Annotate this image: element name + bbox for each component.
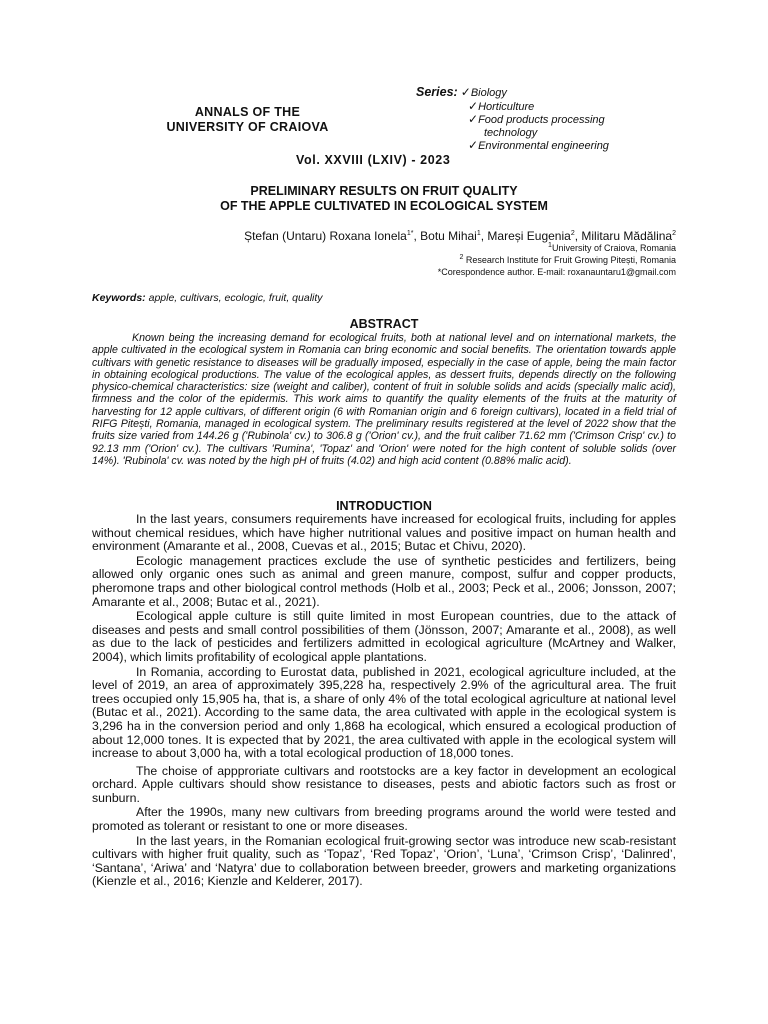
series-item: Environmental engineering bbox=[478, 140, 609, 153]
affiliation-mark: 2 bbox=[459, 254, 464, 261]
series-row-food bbox=[416, 113, 716, 127]
author-name: Militaru Mădălina bbox=[581, 229, 673, 243]
author-name: Ștefan (Untaru) Roxana Ionela bbox=[244, 229, 407, 243]
series-row-food-continued bbox=[416, 127, 716, 140]
author-affiliation-mark: 2 bbox=[672, 230, 676, 237]
intro-paragraph: In the last years, in the Romanian ecological fruit-growing sector was introduce new scab-resistant cultivars with higher fruit quality, such as ‘Topaz’, ‘Red Topaz’, ‘Orion’, ‘Luna’, ‘Crimson Crisp’, ‘Dalinred’, ‘Santana’, ‘Ariwa’ and ‘Natyra’ due to collaboration between breeder, growers and marketing organizations (Kienzle et al., 2016; Kienzle and Kelderer, 2017). bbox=[92, 833, 676, 889]
series-label: Series: bbox=[416, 85, 458, 99]
affiliation-text: Research Institute for Fruit Growing Pitești, Romania bbox=[463, 255, 676, 265]
paper-title-line2: OF THE APPLE CULTIVATED IN ECOLOGICAL SYSTEM bbox=[220, 199, 548, 213]
series-row-environment bbox=[416, 139, 716, 153]
series-item: Horticulture bbox=[478, 100, 535, 113]
author-separator: , bbox=[480, 229, 488, 243]
intro-paragraph: In Romania, according to Eurostat data, published in 2021, ecological agriculture included, at the level of 2019, an area of approximately 395,228 ha, respectively 2.9% of the agricultural area. The fruit trees occupied only 15,905 ha, that is, a share of only 4% of the total ecological agriculture at national level (Butac et al., 2021). According to the same data, the area cultivated with apple in the ecological system is 3,296 ha in the conversion period and only 1,868 ha ecological, which ensured a ecological production of about 12,000 tones. It is expected that by 2021, the area cultivated with apple in the ecological system will increase to about 3,000 ha, with a total ecological production of 18,000 tones. bbox=[92, 664, 676, 761]
series-row-horticulture bbox=[416, 100, 716, 114]
author-separator: , bbox=[413, 229, 421, 243]
introduction-heading: INTRODUCTION bbox=[336, 499, 432, 513]
intro-paragraph: The choise of appproriate cultivars and rootstocks are a key factor in development an ecological orchard. Apple cultivars should show resistance to diseases, pests and abiotic factors such as frost or sunburn. bbox=[92, 763, 676, 805]
checkmark-icon: ✓ bbox=[468, 98, 479, 113]
series-item: technology bbox=[484, 126, 538, 139]
author-name: Botu Mihai bbox=[420, 229, 477, 243]
corresponding-author bbox=[438, 267, 676, 278]
affiliation-2 bbox=[460, 255, 677, 266]
series-item: Food products processing bbox=[478, 114, 605, 127]
checkmark-icon: ✓ bbox=[468, 112, 479, 127]
volume-label: Vol. XXVIII (LXIV) - 2023 bbox=[296, 153, 451, 167]
affiliation-1 bbox=[548, 243, 676, 254]
keywords-text: apple, cultivars, ecologic, fruit, quality bbox=[145, 292, 323, 304]
author-separator: , bbox=[574, 229, 582, 243]
author-name: Mareși Eugenia bbox=[487, 229, 571, 243]
abstract-heading: ABSTRACT bbox=[349, 317, 419, 331]
intro-paragraph: In the last years, consumers requirements have increased for ecological fruits, including for apples without chemical residues, which have higher nutritional values and positive impact on human health and environment (Amarante et al., 2008, Cuevas et al., 2015; Butac et Chivu, 2020). bbox=[92, 512, 676, 554]
intro-paragraph: Ecologic management practices exclude the use of synthetic pesticides and fertilizers, being allowed only organic ones such as animal and green manure, compost, sulfur and copper products, pheromone traps and other biological control methods (Holb et al., 2003; Peck et al., 2006; Jonsson, 2007; Amarante et al., 2008; Butac et al., 2021). bbox=[92, 553, 676, 609]
journal-name-line1: ANNALS OF THE bbox=[194, 105, 301, 119]
introduction-body bbox=[92, 513, 676, 890]
intro-paragraph: Ecological apple culture is still quite limited in most European countries, due to the attack of diseases and pests and small control possibilities of them (Jönsson, 2007; Amarante et al., 2008), as well as due to the lack of pesticides and fertilizers admitted in ecological agriculture (McArtney and Walker, 2004), which limits profitability of ecological apple plantations. bbox=[92, 609, 676, 664]
checkmark-icon: ✓ bbox=[460, 85, 471, 99]
journal-name bbox=[150, 105, 345, 135]
series-item: Biology bbox=[470, 87, 507, 99]
affiliation-text: *Corespondence author. E-mail: roxanauntaru1@gmail.com bbox=[437, 267, 676, 277]
series-list bbox=[416, 86, 716, 153]
paper-title-line1: PRELIMINARY RESULTS ON FRUIT QUALITY bbox=[250, 184, 518, 198]
checkmark-icon: ✓ bbox=[468, 138, 479, 153]
keywords-label: Keywords: bbox=[92, 292, 146, 304]
affiliation-mark: 1 bbox=[548, 242, 552, 249]
keywords bbox=[92, 292, 323, 304]
author-list bbox=[244, 229, 676, 243]
journal-name-line2: UNIVERSITY OF CRAIOVA bbox=[166, 120, 329, 134]
abstract-text: Known being the increasing demand for ecological fruits, both at national level and on international markets, the apple cultivated in the ecological system in Romania can bring economic and social benefits. The orientation towards apple cultivars with genetic resistance to diseases will be gradually imposed, especially in the case of apple, being the main factor in obtaining ecological productions. The value of the ecological apples, as dessert fruits, depends directly on the following physico-chemical characteristics: size (weight and caliber), content of fruit in soluble solids and acids (specially malic acid), firmness and the color of the epidermis. This work aims to quantify the quality elements of the fruits at the maturity of harvesting for 12 apple cultivars, of different origin (6 with Romanian origin and 6 foreign cultivars), located in a field trial of RIFG Pitești, Romania, managed in ecological system. The preliminary results registered at the level of 2022 show that the fruits size varied from 144.26 g ('Rubinola' cv.) to 306.8 g ('Orion' cv.), and the fruit caliber 71.62 mm ('Crimson Crisp' cv.) to 92.13 mm ('Orion' cv.). The cultivars 'Rumina', 'Topaz' and 'Orion' were noted for the high content of soluble solids (over 14%). 'Rubinola' cv. was noted by the high pH of fruits (4.02) and high acid content (0.88% malic acid). bbox=[92, 332, 676, 467]
intro-paragraph: After the 1990s, many new cultivars from breeding programs around the world were tested and promoted as tolerant or resistant to one or more diseases. bbox=[92, 805, 676, 834]
affiliation-text: University of Craiova, Romania bbox=[551, 243, 676, 253]
paper-title bbox=[92, 184, 676, 214]
series-row-biology bbox=[416, 86, 716, 100]
author-affiliation-mark: 1* bbox=[406, 230, 414, 237]
author-affiliation-mark: 1 bbox=[476, 230, 481, 237]
author-affiliation-mark: 2 bbox=[570, 230, 575, 237]
